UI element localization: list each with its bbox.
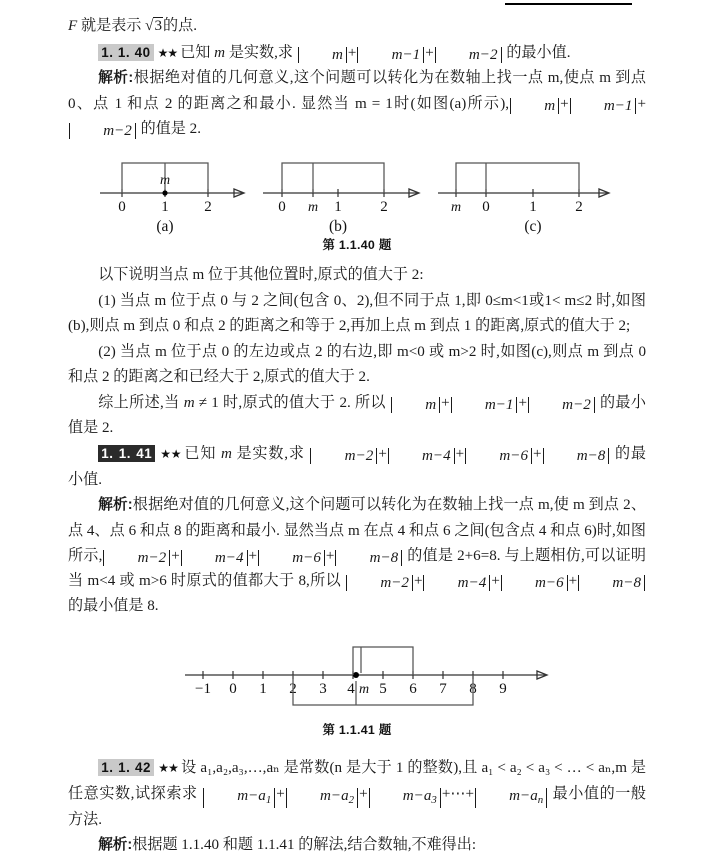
paragraph-conclusion-40: 综上所述,当 m ≠ 1 时,原式的值大于 2. 所以 m + m−1 + m−2 的最小值是 2. [68,394,646,436]
svg-text:4: 4 [347,681,355,698]
svg-text:m: m [358,682,370,698]
solution-41-abs-3: m−6 [258,550,325,566]
difficulty-stars-41: ★★ [159,447,182,462]
svg-text:1: 1 [334,199,342,216]
solution-41-abs-1: m−2 [103,550,170,566]
svg-text:(b): (b) [328,218,348,236]
svg-text:2: 2 [575,199,583,216]
exercise-40-var: m [214,44,226,61]
exercise-42-abs-1: $m-a_1$ [203,788,275,808]
solution-label-40: 解析: [98,70,134,87]
conclusion-mid: 时,原式的值大于 2. 所以 [218,394,391,411]
paragraph-other-positions: 以下说明当点 m 位于其他位置时,原式的值大于 2: [98,267,424,284]
svg-text:1: 1 [259,681,267,698]
exercise-40-abs-2: m−1 [357,47,424,63]
svg-text:7: 7 [439,681,447,698]
svg-text:−1: −1 [195,681,211,698]
solution-40-body-tail: 的值是 2. [136,120,201,137]
exercise-number-badge-42: 1. 1. 42 [98,759,154,776]
conclusion-tail: 的最小值是 2. [68,394,646,436]
svg-text:0: 0 [278,199,286,216]
exercise-40-statement: 1. 1. 40 ★★ 已知 m 是实数,求 m + m−1 + m−2 的最小值. [68,40,646,66]
solution-41-text-3: 的最小值是 8. [68,598,159,615]
body-column [68,14,646,859]
exercise-40-abs-3: m−2 [435,47,502,63]
exercise-41-var: m [220,446,232,463]
svg-text:6: 6 [409,681,417,698]
svg-text:1: 1 [161,199,169,216]
paragraph-case-2: (2) 当点 m 位于点 0 的左边或点 2 的右边,即 m<0 或 m>2 时,如图(c),则点 m 到点 0 和点 2 的距离之和已经大于 2,原式的值大于 2. [68,343,646,385]
solution-40-abs-3: m−2 [69,123,136,139]
exercise-40-text-a: 已知 [180,44,215,61]
svg-text:0: 0 [229,681,237,698]
exercise-42-text-b: 最小值的一般方法. [68,785,646,828]
solution-label-41: 解析: [98,497,133,514]
svg-text:0: 0 [118,199,126,216]
exercise-42-statement: 1. 1. 42 ★★ 设 a₁,a₂,a₃,…,aₙ 是常数(n 是大于 1 的整数),且 a₁ < a₂ < a₃ < … < aₙ,m 是任意实数,试探索求 $m-a_1 + m-a_2 + m-a_3$ +⋯+ $m-a_n$ 最小值的一般方法. [68,760,646,828]
exercise-41-abs-2: m−4 [388,448,455,464]
svg-text:(c): (c) [524,218,542,236]
svg-text:8: 8 [469,681,477,698]
exercise-42-abs-2: $m-a_2$ [286,788,358,808]
svg-text:(a): (a) [156,218,174,236]
svg-text:2: 2 [380,199,388,216]
conclusion-abs-1: m [391,397,440,413]
exercise-40-text-c: 的最小值. [502,44,571,61]
exercise-number-badge-41: 1. 1. 41 [98,445,155,462]
paragraph-top-line: F 就是表示 √3的点. [68,18,197,34]
exercise-42-abs-n: $m-a_n$ [475,788,547,808]
figure-40-svg [68,153,646,235]
difficulty-stars-40: ★★ [157,45,178,60]
svg-text:1: 1 [529,199,537,216]
svg-text:2: 2 [289,681,297,698]
exercise-40-text-b: 是实数,求 [225,44,297,61]
exercise-41-abs-3: m−6 [465,448,532,464]
svg-text:0: 0 [482,199,490,216]
solution-41-abs-2: m−4 [181,550,248,566]
exercise-42-abs-3: $m-a_3$ [369,788,441,808]
exercise-41-abs-1: m−2 [310,448,377,464]
exercise-41-abs-4: m−8 [543,448,610,464]
solution-40-abs-1: m [510,98,559,114]
exercise-41-solution: 解析:根据绝对值的几何意义,这个问题可以转化为在数轴上找一点 m,使 m 到点 2、点 4、点 6 和点 8 的距离和最小. 显然当点 m 在点 4 和点 6 之间(包含点 4 和点 6)时,如图所示, m−2 + m−4 + m−6 + m−8 的值是 2+6=8. 与上题相仿,可以证明当 m<4 或 m>6 时原式的值都大于 8,所以 m−2 + m−4 + m−6 + m−8 的最小值是 8. [68,497,646,615]
exercise-41-text-a: 已知 [184,446,221,463]
svg-text:5: 5 [379,681,387,698]
difficulty-stars-42: ★★ [158,761,179,776]
conclusion-abs-2: m−1 [451,397,518,413]
exercise-41-text-c: 的最小值. [68,446,646,488]
figure-40-panel-a [100,163,244,235]
solution-42-text: 根据题 1.1.40 和题 1.1.41 的解法,结合数轴,不难得出: [132,837,477,854]
exercise-41-text-b: 是实数,求 [231,446,310,463]
exercise-40-solution: 解析:根据绝对值的几何意义,这个问题可以转化为在数轴上找一点 m,使点 m 到点 0、点 1 和点 2 的距离之和最小. 显然当 m = 1时(如图(a)所示), m + m−1 +m−2 的值是 2. [68,70,646,139]
conclusion-head: 综上所述,当 [98,394,184,411]
svg-text:m: m [450,200,462,216]
exercise-41-statement: 1. 1. 41 ★★ 已知 m 是实数,求 m−2 + m−4 + m−6 + m−8 的最小值. [68,446,646,488]
figure-41-caption: 第 1.1.41 题 [322,723,392,738]
figure-1-1-40 [68,153,646,253]
figure-40-panel-c [438,163,609,235]
solution-41-text-1: 根据绝对值的几何意义,这个问题可以转化为在数轴上找一点 m,使 m 到点 2、点 4、点 6 和点 8 的距离和最小. 显然当点 m 在点 4 和点 6 之间(包含点 4 和点 6)时,如图所示, [68,497,646,564]
exercise-number-badge-40: 1. 1. 40 [98,44,153,61]
solution-41-abs-4: m−8 [335,550,402,566]
exercise-42-text-a: 设 a₁,a₂,a₃,…,aₙ 是常数(n 是大于 1 的整数),且 a₁ < a₂ < a₃ < … < aₙ,m 是任意实数,试探索求 [68,760,646,802]
svg-text:3: 3 [319,681,327,698]
svg-text:9: 9 [499,681,507,698]
svg-text:2: 2 [204,199,212,216]
solution-41-abs-6: m−4 [423,575,490,591]
solution-41-text-2: 的值是 2+6=8. 与上题相仿,可以证明当 m<4 或 m>6 时原式的值都大于 8,所以 [68,547,646,589]
solution-41-abs-7: m−6 [501,575,568,591]
svg-text:m: m [159,173,171,189]
figure-41-svg [68,635,646,720]
solution-41-abs-5: m−2 [346,575,413,591]
header-rule [505,3,632,5]
solution-label-42: 解析: [98,837,133,854]
solution-40-body: 根据绝对值的几何意义,这个问题可以转化为在数轴上找一点 m,使点 m 到点 0、点 1 和点 2 的距离之和最小. 显然当 m = 1时(如图(a)所示), [68,70,646,112]
conclusion-abs-3: m−2 [528,397,595,413]
paragraph-case-1: (1) 当点 m 位于点 0 与 2 之间(包含 0、2),但不同于点 1,即 0≤m<1或1< m≤2 时,如图(b),则点 m 到点 0 和点 2 的距离之和等于 2,再加上点 m 到点 1 的距离,原式的值大于 2; [68,292,646,334]
svg-text:m: m [307,200,319,216]
solution-40-abs-2: m−1 [570,98,637,114]
figure-1-1-41 [68,635,646,738]
exercise-40-abs-1: m [298,47,347,63]
solution-41-abs-8: m−8 [578,575,645,591]
figure-40-caption: 第 1.1.40 题 [322,238,392,253]
figure-40-panel-b [263,163,419,235]
